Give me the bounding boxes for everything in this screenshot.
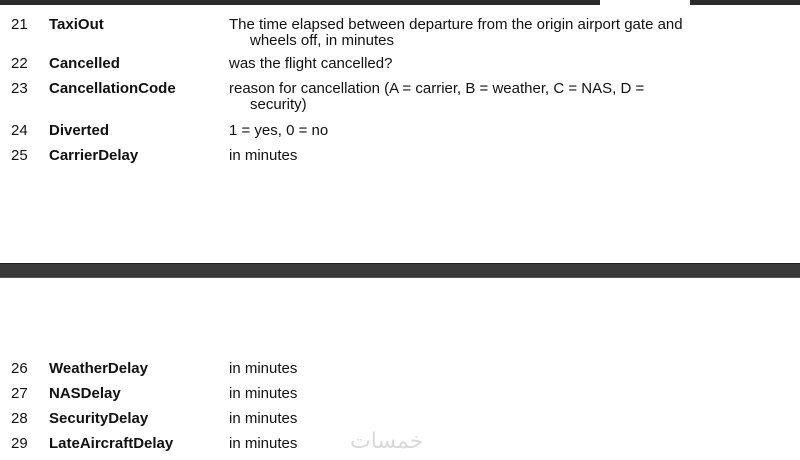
row-number: 23	[11, 80, 28, 97]
row-number: 25	[11, 147, 28, 164]
field-description: in minutes	[229, 435, 298, 452]
description-continuation: security)	[250, 96, 307, 113]
field-description: 1 = yes, 0 = no	[229, 122, 329, 139]
field-name: LateAircraftDelay	[49, 435, 174, 452]
field-name: CancellationCode	[49, 80, 176, 97]
watermark: خمسات	[350, 428, 424, 453]
row-number: 29	[11, 435, 28, 452]
description-line: The time elapsed between departure from the origin airport gate and	[229, 16, 683, 33]
field-description	[229, 81, 794, 113]
field-name: CarrierDelay	[49, 147, 139, 164]
row-number: 22	[11, 55, 28, 72]
row-number: 21	[11, 16, 28, 33]
field-name: Cancelled	[49, 55, 120, 72]
row-number: 28	[11, 410, 28, 427]
top-rule-gap	[600, 0, 690, 5]
field-description: in minutes	[229, 385, 298, 402]
field-name: SecurityDelay	[49, 410, 149, 427]
field-description: in minutes	[229, 360, 298, 377]
field-description: in minutes	[229, 147, 298, 164]
description-continuation: wheels off, in minutes	[250, 32, 394, 49]
description-line: reason for cancellation (A = carrier, B = weather, C = NAS, D =	[229, 80, 645, 97]
row-number: 24	[11, 122, 28, 139]
field-description	[229, 17, 794, 49]
field-name: NASDelay	[49, 385, 121, 402]
field-name: TaxiOut	[49, 16, 104, 33]
row-number: 26	[11, 360, 28, 377]
page-separator	[0, 263, 800, 278]
field-name: Diverted	[49, 122, 110, 139]
field-description: in minutes	[229, 410, 298, 427]
field-description: was the flight cancelled?	[229, 55, 393, 72]
field-name: WeatherDelay	[49, 360, 148, 377]
row-number: 27	[11, 385, 28, 402]
